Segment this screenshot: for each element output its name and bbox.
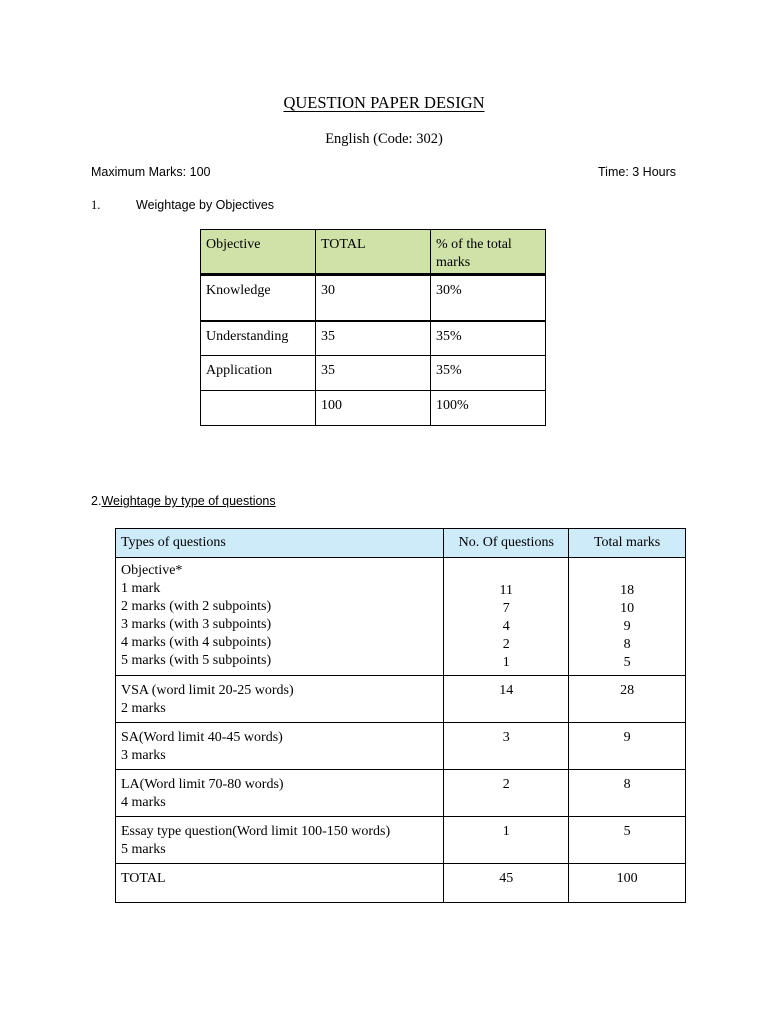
type-line: VSA (word limit 20-25 words) [121,683,294,698]
marks-value: 8 [623,637,631,652]
total-cell: 100 [316,391,431,426]
total-cell: 30 [316,275,431,321]
type-line: 3 marks [121,748,166,763]
type-line: 3 marks (with 3 subpoints) [121,617,272,632]
marks-cell [569,558,686,676]
percent-cell: 100% [431,391,546,426]
section-2-heading [91,494,276,508]
question-types-table [115,528,686,903]
type-line: 1 mark [121,581,161,596]
marks-value: 5 [623,655,631,670]
total-row [116,864,686,903]
table-header-row [116,529,686,558]
section-2-label: Weightage by type of questions [101,494,276,508]
header-count: No. Of questions [444,529,569,558]
header-objective: Objective [201,230,316,275]
count-cell: 3 [444,723,569,770]
table-header-row [201,230,546,275]
type-cell [116,817,444,864]
total-label: TOTAL [116,864,444,903]
total-cell: 35 [316,321,431,356]
objectives-table [200,229,546,426]
total-marks: 100 [569,864,686,903]
type-line: Essay type question(Word limit 100-150 words) [121,824,391,839]
objective-cell: Understanding [201,321,316,356]
page-title: QUESTION PAPER DESIGN [283,93,485,112]
marks-cell: 5 [569,817,686,864]
header-percent: % of the total marks [431,230,546,275]
type-cell [116,723,444,770]
type-line: 5 marks (with 5 subpoints) [121,653,272,668]
type-line: 2 marks (with 2 subpoints) [121,599,272,614]
type-cell [116,676,444,723]
type-line: 4 marks (with 4 subpoints) [121,635,272,650]
count-value: 7 [502,601,510,616]
count-cell [444,558,569,676]
objective-cell: Application [201,356,316,391]
header-total: TOTAL [316,230,431,275]
table-row [201,391,546,426]
type-line: 4 marks [121,795,166,810]
count-cell: 2 [444,770,569,817]
percent-cell: 30% [431,275,546,321]
marks-cell: 9 [569,723,686,770]
header-marks: Total marks [569,529,686,558]
section-1-number: 1. [91,198,101,212]
type-line: 5 marks [121,842,166,857]
count-cell: 1 [444,817,569,864]
section-1-heading [91,198,275,213]
total-cell: 35 [316,356,431,391]
maximum-marks: Maximum Marks: 100 [91,165,211,179]
marks-value: 18 [620,583,635,598]
count-value: 4 [502,619,510,634]
section-1-label: Weightage by Objectives [136,198,275,212]
table-row [201,275,546,321]
subject-code: English (Code: 302) [325,131,443,147]
count-value: 11 [499,583,514,598]
table-row [201,356,546,391]
marks-value: 10 [620,601,635,616]
table-row [116,770,686,817]
marks-cell: 8 [569,770,686,817]
count-value: 1 [502,655,510,670]
percent-cell: 35% [431,356,546,391]
total-count: 45 [444,864,569,903]
time-allowed: Time: 3 Hours [598,165,677,179]
table-row [116,817,686,864]
type-line: 2 marks [121,701,166,716]
table-row [116,676,686,723]
table-row [116,723,686,770]
count-cell: 14 [444,676,569,723]
marks-cell: 28 [569,676,686,723]
header-types: Types of questions [116,529,444,558]
percent-cell: 35% [431,321,546,356]
objective-cell: Knowledge [201,275,316,321]
type-line: SA(Word limit 40-45 words) [121,730,283,745]
table-row [116,558,686,676]
marks-value: 9 [623,619,631,634]
type-cell [116,770,444,817]
type-line: LA(Word limit 70-80 words) [121,777,284,792]
objective-cell [201,391,316,426]
table-row [201,321,546,356]
type-cell [116,558,444,676]
type-line: Objective* [121,563,183,578]
count-value: 2 [502,637,510,652]
section-2-number: 2. [91,494,102,508]
